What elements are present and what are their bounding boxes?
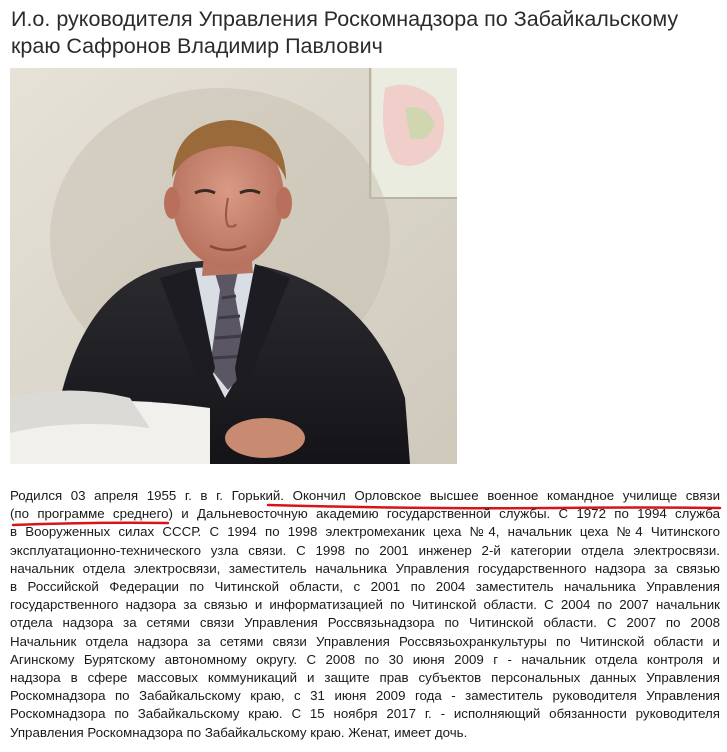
- bio-line: отдела надзора за сетями связи Управления Россвязьнадзора по Читинской области. С 2007 по 2008: [10, 615, 720, 631]
- bio-line: в Российской Федерации по Читинской области, с 2001 по 2004 заместитель начальника Управления: [10, 579, 720, 595]
- biography-text: [10, 487, 720, 742]
- bio-line: Роскомнадзора по Забайкальскому краю, с 31 июня 2009 года - заместитель руководителя Управления: [10, 688, 720, 704]
- bio-line: в Вооруженных силах СССР. С 1994 по 1998 электромеханик цеха №4, начальник цеха №4 Читинского: [10, 524, 720, 540]
- bio-line: Родился 03 апреля 1955 г. в г. Горький. Окончил Орловское высшее военное командное училище связи: [10, 488, 720, 503]
- bio-line: Начальник отдела надзора за сетями связи Управления Россвязьохранкультуры по Читинской области и: [10, 633, 720, 649]
- bio-line: начальник отдела электросвязи, заместитель начальника Управления государственного надзора за связью: [10, 560, 720, 576]
- page-title: [11, 6, 723, 60]
- page-title-line-1: И.о. руководителя Управления Роскомнадзора по Забайкальскому: [11, 7, 679, 31]
- page-title-line-2: краю Сафронов Владимир Павлович: [11, 34, 383, 58]
- portrait-photo: [10, 68, 457, 464]
- bio-line: надзора в сфере массовых коммуникаций и защите прав субъектов персональных данных Управления: [10, 670, 720, 686]
- bio-line: Роскомнадзора по Забайкальскому краю. С 15 ноября 2017 г. - исполняющий обязанности руководителя: [10, 706, 720, 722]
- bio-line: Агинскому Бурятскому автономному округу. С 2008 по 30 июня 2009 г - начальник отдела контроля и: [10, 651, 720, 667]
- bio-line: эксплуатационно-технического узла связи. С 1998 по 2001 инженер 2-й категории отдела электросвязи.: [10, 542, 720, 558]
- bio-line: (по программе среднего) и Дальневосточную академию государственной службы. С 1972 по 1994 служба: [10, 506, 720, 522]
- bio-line: Управления Роскомнадзора по Забайкальскому краю. Женат, имеет дочь.: [10, 724, 468, 740]
- bio-line: государственного надзора за связью и информатизацией по Читинской области. С 2004 по 2007 начальник: [10, 597, 720, 613]
